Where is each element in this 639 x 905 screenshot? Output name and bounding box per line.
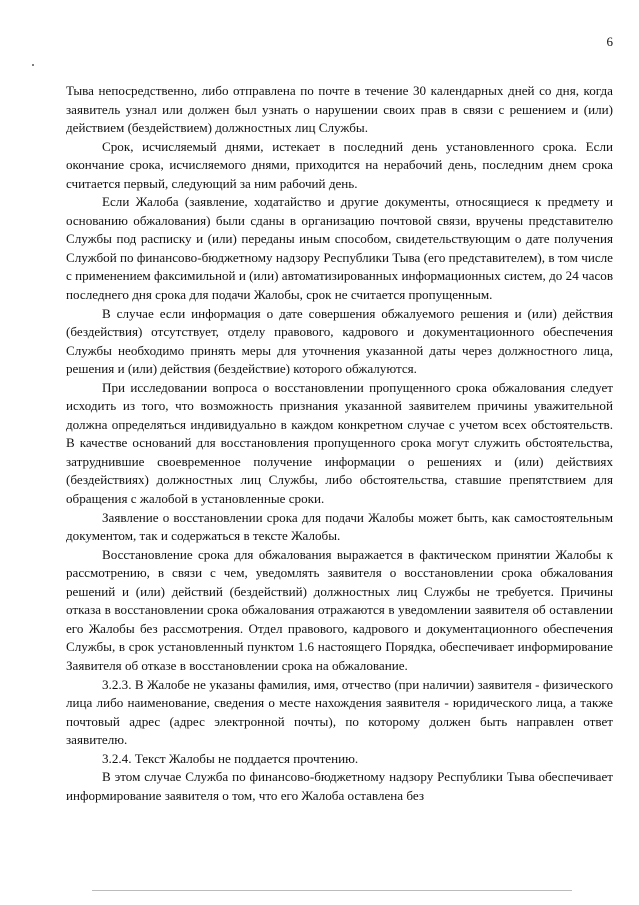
paragraph-clause-3-2-3: 3.2.3. В Жалобе не указаны фамилия, имя, отчество (при наличии) заявителя - физического лица либо наименование, сведения о месте нахождения заявителя - юридического лица, а также почтовый адрес (адрес электронной почты), по которому должен быть направлен ответ заявителю. <box>66 676 613 748</box>
paragraph: В этом случае Служба по финансово-бюджетному надзору Республики Тыва обеспечивает информирование заявителя о том, что его Жалоба оставлена без <box>66 769 613 803</box>
paragraph: В случае если информация о дате совершения обжалуемого решения и (или) действия (бездействия) отсутствует, отделу правового, кадрового и документационного обеспечения Службы необходимо принять меры для уточнения указанной даты через должностного лица, решения и (или) действия (бездействие) которого обжалуются. <box>66 305 613 377</box>
paragraph: Срок, исчисляемый днями, истекает в последний день установленного срока. Если окончание срока, исчисляемого днями, приходится на нерабочий день, последним днем срока считается первый, следующий за ним рабочий день. <box>66 138 613 191</box>
paragraph: При исследовании вопроса о восстановлении пропущенного срока обжалования следует исходить из того, что возможность признания указанной заявителем причины уважительной должна определяться индивидуально в каждом конкретном случае с учетом всех обстоятельств. В качестве оснований для восстановления пропущенного срока могут служить обстоятельства, затруднившие своевременное получение информации о решениях и (или) действиях (бездействиях) должностных лиц Службы, либо обстоятельства, ставшие препятствием для обращения с жалобой в установленные сроки. <box>66 379 613 507</box>
document-body <box>66 82 613 805</box>
paragraph: Если Жалоба (заявление, ходатайство и другие документы, относящиеся к предмету и основанию обжалования) были сданы в организацию почтовой связи, вручены представителю Службы под расписку и (или) переданы иным способом, свидетельствующим о дате получения Службой по финансово-бюджетному надзору Республики Тыва (его представителем), в том числе с применением факсимильной и (или) автоматизированных информационных систем, до 24 часов последнего дня срока для подачи Жалобы, срок не считается пропущенным. <box>66 194 613 303</box>
paragraph-continuation: Тыва непосредственно, либо отправлена по почте в течение 30 календарных дней со дня, когда заявитель узнал или должен был узнать о нарушении своих прав в связи с решением и (или) действием (бездействием) должностных лиц Службы. <box>66 83 613 136</box>
scan-speck <box>32 64 34 66</box>
paragraph: Заявление о восстановлении срока для подачи Жалобы может быть, как самостоятельным документом, так и содержаться в тексте Жалобы. <box>66 509 613 544</box>
page-number: 6 <box>606 34 613 49</box>
paragraph: Восстановление срока для обжалования выражается в фактическом принятии Жалобы к рассмотрению, в связи с чем, уведомлять заявителя о восстановлении срока обжалования решений и (или) действий (бездействий) должностных лиц Службы не требуется. Причины отказа в восстановлении срока обжалования отражаются в уведомлении заявителя об оставлении его Жалобы без рассмотрения. Отдел правового, кадрового и документационного обеспечения Службы, в срок установленный пунктом 1.6 настоящего Порядка, обеспечивает информирование Заявителя об отказе в восстановлении срока на обжалование. <box>66 546 613 673</box>
bottom-divider <box>92 890 572 891</box>
paragraph-clause-3-2-4: 3.2.4. Текст Жалобы не поддается прочтению. <box>102 750 359 766</box>
